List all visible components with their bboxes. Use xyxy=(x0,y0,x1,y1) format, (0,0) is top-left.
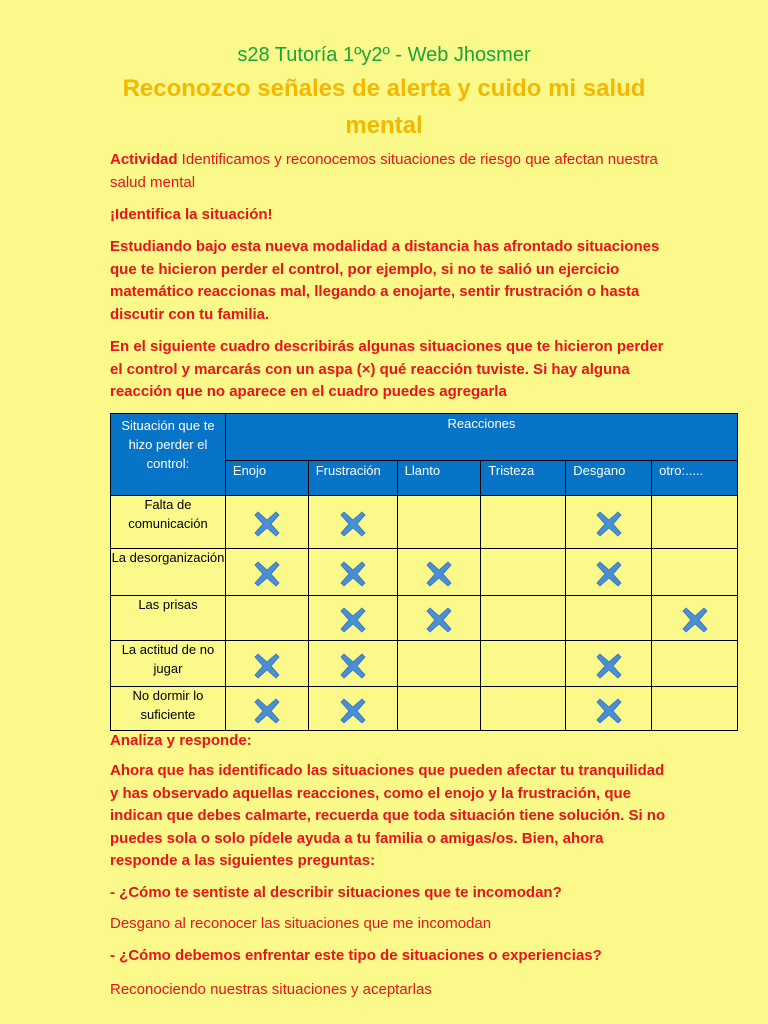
reaction-cell[interactable] xyxy=(481,549,566,596)
situation-label: No dormir lo suficiente xyxy=(111,687,226,731)
question-2: - ¿Cómo debemos enfrentar este tipo de situaciones o experiencias? xyxy=(110,947,602,964)
analysis-paragraph: Ahora que has identificado las situaciones que pueden afectar tu tranquilidad y has observado aquellas reacciones, como el enojo y la frustración, que indican que debes calmarte, recuerda que toda situación tiene solución. Si no puedes sola o solo pídele ayuda a tu familia o amigas/os. Bien, ahora responde a las siguientes preguntas: xyxy=(110,762,666,869)
reaction-cell[interactable] xyxy=(566,641,652,687)
reaction-cell[interactable] xyxy=(652,687,738,731)
reaction-cell[interactable] xyxy=(397,549,481,596)
reaction-cell[interactable] xyxy=(225,687,308,731)
situation-label: La actitud de no jugar xyxy=(111,641,226,687)
table-row xyxy=(111,687,738,731)
x-mark-icon xyxy=(339,606,367,634)
reaction-cell[interactable] xyxy=(566,496,652,549)
table-row xyxy=(111,641,738,687)
situation-label: Las prisas xyxy=(111,596,226,641)
x-mark-icon xyxy=(425,606,453,634)
x-mark-icon xyxy=(595,560,623,588)
reaction-cell[interactable] xyxy=(225,549,308,596)
intro-paragraph-1: Estudiando bajo esta nueva modalidad a distancia has afrontado situaciones que te hicieron perder el control, por ejemplo, si no te salió un ejercicio matemático reaccionas mal, llegando a enojarte, sentir frustración o hasta discutir con tu familia. xyxy=(110,238,660,323)
reaction-cell[interactable] xyxy=(481,687,566,731)
x-mark-icon xyxy=(339,560,367,588)
x-mark-icon xyxy=(253,560,281,588)
situation-header: Situación que te hizo perder el control: xyxy=(111,414,226,496)
reaction-cell[interactable] xyxy=(481,641,566,687)
reaction-cell[interactable] xyxy=(652,596,738,641)
column-header: Tristeza xyxy=(481,461,566,496)
identify-heading: ¡Identifica la situación! xyxy=(110,206,273,223)
site-title: s28 Tutoría 1ºy2º - Web Jhosmer xyxy=(237,44,531,66)
column-header: Enojo xyxy=(225,461,308,496)
x-mark-icon xyxy=(681,606,709,634)
reaction-cell[interactable] xyxy=(397,641,481,687)
activity-text: Identificamos y reconocemos situaciones de riesgo que afectan nuestra salud mental xyxy=(110,151,658,191)
x-mark-icon xyxy=(253,697,281,725)
x-mark-icon xyxy=(339,510,367,538)
page-title-line1: Reconozco señales de alerta y cuido mi salud xyxy=(122,75,646,102)
x-mark-icon xyxy=(253,510,281,538)
answer-2: Reconociendo nuestras situaciones y aceptarlas xyxy=(110,981,432,998)
reaction-cell[interactable] xyxy=(397,687,481,731)
column-header: Llanto xyxy=(397,461,481,496)
reactions-header: Reacciones xyxy=(225,414,737,461)
x-mark-icon xyxy=(595,510,623,538)
x-mark-icon xyxy=(339,652,367,680)
reaction-cell[interactable] xyxy=(481,496,566,549)
reaction-cell[interactable] xyxy=(397,596,481,641)
table-row xyxy=(111,549,738,596)
table-row xyxy=(111,496,738,549)
reaction-cell[interactable] xyxy=(397,496,481,549)
reaction-cell[interactable] xyxy=(481,596,566,641)
reaction-cell[interactable] xyxy=(566,596,652,641)
activity-label: Actividad xyxy=(110,151,178,168)
x-mark-icon xyxy=(339,697,367,725)
reaction-cell[interactable] xyxy=(566,687,652,731)
question-1: - ¿Cómo te sentiste al describir situaciones que te incomodan? xyxy=(110,884,562,901)
table-row xyxy=(111,596,738,641)
x-mark-icon xyxy=(425,560,453,588)
reaction-cell[interactable] xyxy=(225,496,308,549)
reactions-table xyxy=(110,413,738,731)
activity-paragraph xyxy=(110,149,670,194)
x-mark-icon xyxy=(595,697,623,725)
reaction-cell[interactable] xyxy=(225,596,308,641)
reaction-cell[interactable] xyxy=(566,549,652,596)
column-header: otro:..... xyxy=(652,461,738,496)
page-title xyxy=(100,70,668,144)
page-title-line2: mental xyxy=(345,112,423,139)
column-header: Frustración xyxy=(308,461,397,496)
reaction-cell[interactable] xyxy=(308,496,397,549)
situation-label: Falta de comunicación xyxy=(111,496,226,549)
reaction-cell[interactable] xyxy=(652,496,738,549)
answer-1: Desgano al reconocer las situaciones que me incomodan xyxy=(110,915,492,932)
reaction-cell[interactable] xyxy=(652,549,738,596)
reaction-cell[interactable] xyxy=(308,641,397,687)
reaction-cell[interactable] xyxy=(652,641,738,687)
reaction-cell[interactable] xyxy=(308,596,397,641)
x-mark-icon xyxy=(253,652,281,680)
situation-label: La desorganización xyxy=(111,549,226,596)
reaction-cell[interactable] xyxy=(308,687,397,731)
reaction-cell[interactable] xyxy=(225,641,308,687)
reaction-cell[interactable] xyxy=(308,549,397,596)
column-header: Desgano xyxy=(566,461,652,496)
intro-paragraph-2: En el siguiente cuadro describirás algunas situaciones que te hicieron perder el control y marcarás con un aspa (×) qué reacción tuviste. Si hay alguna reacción que no aparece en el cuadro puedes agregarla xyxy=(110,338,664,400)
analysis-heading: Analiza y responde: xyxy=(110,732,252,749)
x-mark-icon xyxy=(595,652,623,680)
